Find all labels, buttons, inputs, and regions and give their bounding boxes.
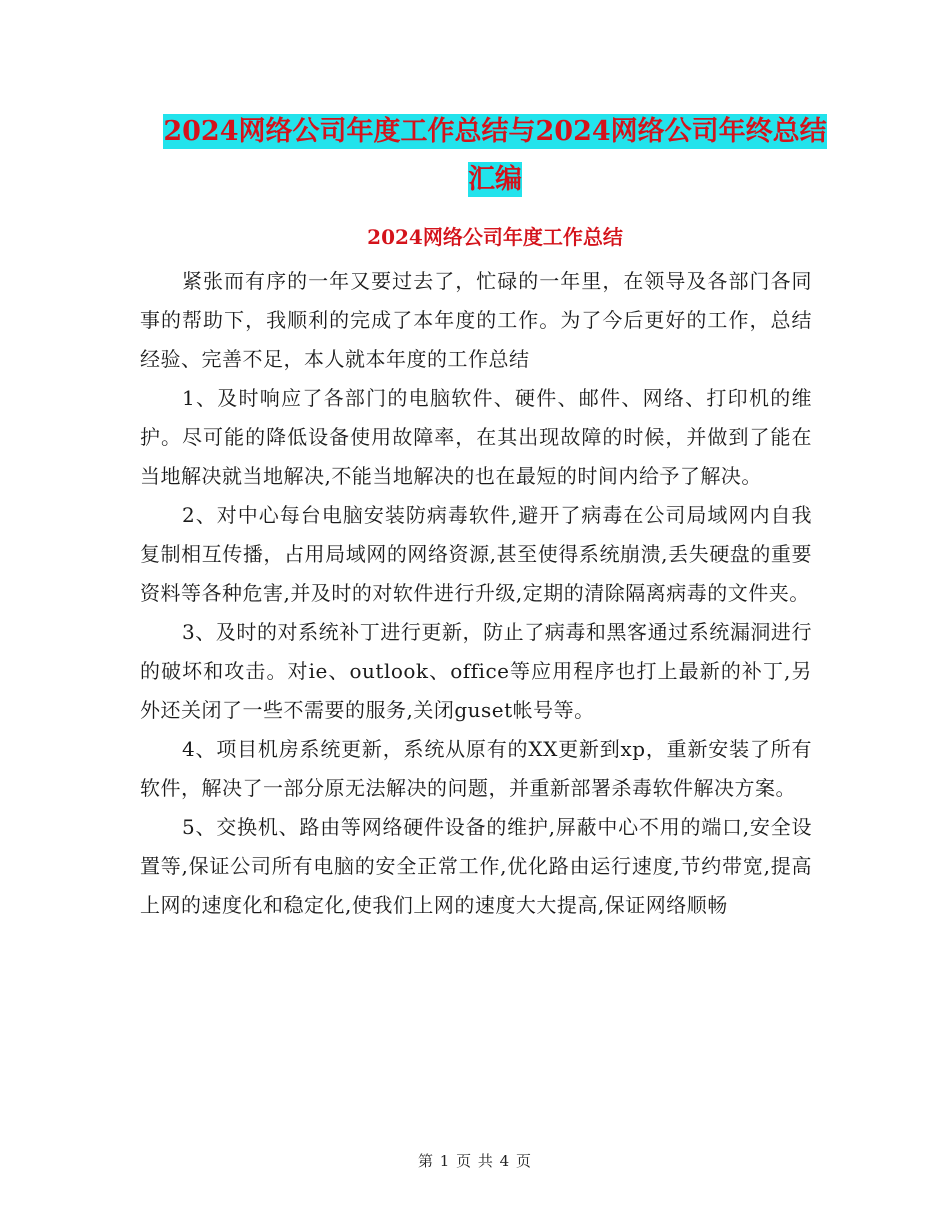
paragraph-item-2: 2、对中心每台电脑安装防病毒软件,避开了病毒在公司局域网内自我复制相互传播，占用局域网的网络资源,甚至使得系统崩溃,丢失硬盘的重要资料等各种危害,并及时的对软件进行升级,定期的清除隔离病毒的文件夹。 xyxy=(140,503,812,605)
document-title xyxy=(140,108,850,204)
page-number-footer: 第 1 页 共 4 页 xyxy=(418,1152,532,1170)
paragraph-item-5: 5、交换机、路由等网络硬件设备的维护,屏蔽中心不用的端口,安全设置等,保证公司所有电脑的安全正常工作,优化路由运行速度,节约带宽,提高上网的速度化和稳定化,使我们上网的速度大大提高,保证网络顺畅 xyxy=(140,815,812,917)
paragraph-item-4: 4、项目机房系统更新，系统从原有的XX更新到xp，重新安装了所有软件，解决了一部分原无法解决的问题，并重新部署杀毒软件解决方案。 xyxy=(140,737,812,800)
paragraph-item-3: 3、及时的对系统补丁进行更新，防止了病毒和黑客通过系统漏洞进行的破坏和攻击。对ie、outlook、office等应用程序也打上最新的补丁,另外还关闭了一些不需要的服务,关闭guset帐号等。 xyxy=(140,620,812,722)
title-line-2: 汇编 xyxy=(468,164,522,195)
document-body xyxy=(140,262,812,925)
paragraph-item-1: 1、及时响应了各部门的电脑软件、硬件、邮件、网络、打印机的维护。尽可能的降低设备使用故障率，在其出现故障的时候，并做到了能在当地解决就当地解决,不能当地解决的也在最短的时间内给予了解决。 xyxy=(140,386,812,488)
paragraph-intro: 紧张而有序的一年又要过去了，忙碌的一年里，在领导及各部门各同事的帮助下，我顺利的完成了本年度的工作。为了今后更好的工作，总结经验、完善不足，本人就本年度的工作总结 xyxy=(140,269,812,371)
section-title: 2024网络公司年度工作总结 xyxy=(367,225,623,249)
title-line-1: 2024网络公司年度工作总结与2024网络公司年终总结 xyxy=(163,116,827,147)
